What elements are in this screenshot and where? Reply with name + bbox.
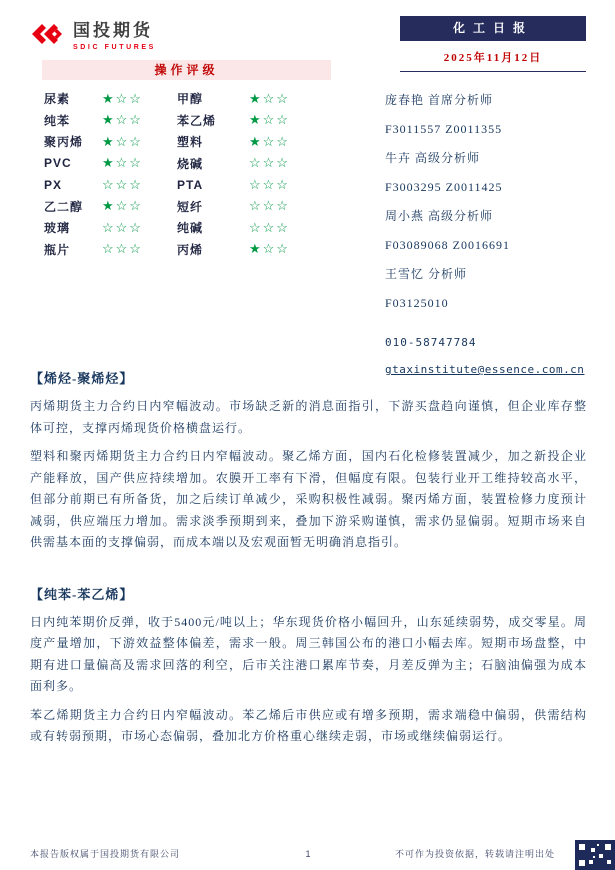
analyst-name: 周小燕 高级分析师	[385, 209, 494, 223]
commodity-name: 纯碱	[177, 221, 204, 236]
footer-disclaimer: 不可作为投资依据，转载请注明出处	[394, 849, 555, 859]
commodity-name: 苯乙烯	[177, 113, 217, 128]
analyst-code: F03089068 Z0016691	[385, 238, 511, 252]
commodity-name: 聚丙烯	[44, 135, 84, 150]
analyst-list	[385, 92, 590, 312]
logo-title: 国投期货	[73, 21, 153, 40]
commodity-name: 玻璃	[44, 221, 71, 236]
rating-stars: ☆☆☆	[102, 176, 143, 192]
analyst-code: F3011557 Z0011355	[385, 122, 503, 136]
rating-stars: ☆☆☆	[249, 176, 290, 192]
commodity-name: 乙二醇	[44, 199, 84, 214]
commodity-name: PTA	[177, 177, 204, 192]
rating-row	[42, 110, 331, 132]
commodity-name: 瓶片	[44, 242, 71, 257]
section-paragraph: 丙烯期货主力合约日内窄幅波动。市场缺乏新的消息面指引，下游买盘趋向谨慎，但企业库存整体可控，支撑丙烯现货价格横盘运行。	[30, 399, 587, 435]
rating-row	[42, 174, 331, 196]
commodity-name: 烧碱	[177, 156, 204, 171]
report-section	[30, 584, 587, 748]
section-title: 【烯烃-聚烯烃】	[30, 371, 134, 386]
commodity-name: 丙烯	[177, 242, 204, 257]
section-paragraph: 塑料和聚丙烯期货主力合约日内窄幅波动。聚乙烯方面，国内石化检修装置减少，加之新投企业产能释放，国产供应持续增加。农膜开工率有下滑，但幅度有限。包装行业开工维持较高水平，但部分前期已有所备货，加之后续订单减少，采购积极性减弱。聚丙烯方面，装置检修力度预计减弱，供应端压力增加。需求淡季预期到来，叠加下游采购谨慎，需求仍显偏弱。短期市场来自供需基本面的支撑偏弱，而成本端以及宏观面暂无明确消息指引。	[30, 449, 587, 549]
rating-stars: ★☆☆	[249, 241, 290, 257]
commodity-name: 纯苯	[44, 113, 71, 128]
rating-stars: ☆☆☆	[102, 219, 143, 235]
rating-stars: ★☆☆	[102, 198, 143, 214]
rating-stars: ★☆☆	[102, 112, 143, 128]
commodity-name: 塑料	[177, 135, 204, 150]
logo-subtitle: SDIC FUTURES	[73, 44, 156, 51]
commodity-name: 短纤	[177, 199, 204, 214]
rating-stars: ☆☆☆	[249, 219, 290, 235]
qr-code	[575, 840, 615, 870]
section-paragraph: 苯乙烯期货主力合约日内窄幅波动。苯乙烯后市供应或有增多预期，需求端稳中偏弱，供需结构或有转弱预期，市场心态偏弱，叠加北方价格重心继续走弱，市场或继续偏弱运行。	[30, 707, 587, 743]
rating-stars: ★☆☆	[102, 155, 143, 171]
section-title: 【纯苯-苯乙烯】	[30, 586, 134, 602]
rating-stars: ☆☆☆	[102, 241, 143, 257]
rating-stars: ★☆☆	[102, 90, 143, 106]
rating-row	[42, 153, 331, 175]
logo	[30, 16, 156, 51]
ratings-rows	[42, 80, 331, 260]
analyst-name: 牛卉 高级分析师	[385, 151, 481, 165]
title-block	[400, 16, 586, 72]
contact-phone: 010-58747784	[385, 336, 477, 349]
report-body	[30, 368, 587, 778]
analyst-name: 王雪忆 分析师	[385, 267, 468, 281]
rating-stars: ★☆☆	[249, 112, 290, 128]
report-title: 化工日报	[400, 16, 586, 41]
rating-row	[42, 131, 331, 153]
report-date: 2025年11月12日	[400, 41, 586, 72]
rating-stars: ☆☆☆	[249, 155, 290, 171]
rating-stars: ☆☆☆	[249, 198, 290, 214]
ratings-table	[42, 60, 331, 260]
rating-row	[42, 239, 331, 261]
page-number: 1	[305, 848, 312, 859]
rating-row	[42, 217, 331, 239]
commodity-name: PX	[44, 177, 63, 192]
contact-email[interactable]: gtaxinstitute@essence.com.cn	[385, 363, 585, 376]
footer-copyright: 本报告版权属于国投期货有限公司	[30, 849, 181, 859]
analyst-code: F03125010	[385, 296, 449, 310]
section-paragraph: 日内纯苯期价反弹，收于5400元/吨以上；华东现货价格小幅回升，山东延续弱势，成交零星。周度产量增加，下游效益整体偏差，需求一般。周三韩国公布的港口小幅去库。短期市场盘整，中期有进口量偏高及需求回落的利空，后市关注港口累库节奏，月差反弹为主；石脑油偏强为成本面利多。	[30, 614, 587, 693]
sdic-logo-icon	[30, 19, 66, 49]
rating-row	[42, 88, 331, 110]
report-section	[30, 368, 587, 554]
analyst-name: 庞春艳 首席分析师	[385, 93, 494, 107]
analyst-code: F3003295 Z0011425	[385, 180, 503, 194]
rating-row	[42, 196, 331, 218]
commodity-name: 尿素	[44, 92, 71, 107]
ratings-title: 操作评级	[42, 60, 331, 80]
page-footer	[30, 847, 587, 860]
commodity-name: PVC	[44, 156, 72, 171]
commodity-name: 甲醇	[177, 92, 204, 107]
rating-stars: ★☆☆	[249, 133, 290, 149]
analysts-panel	[385, 92, 590, 376]
rating-stars: ★☆☆	[102, 133, 143, 149]
rating-stars: ★☆☆	[249, 90, 290, 106]
